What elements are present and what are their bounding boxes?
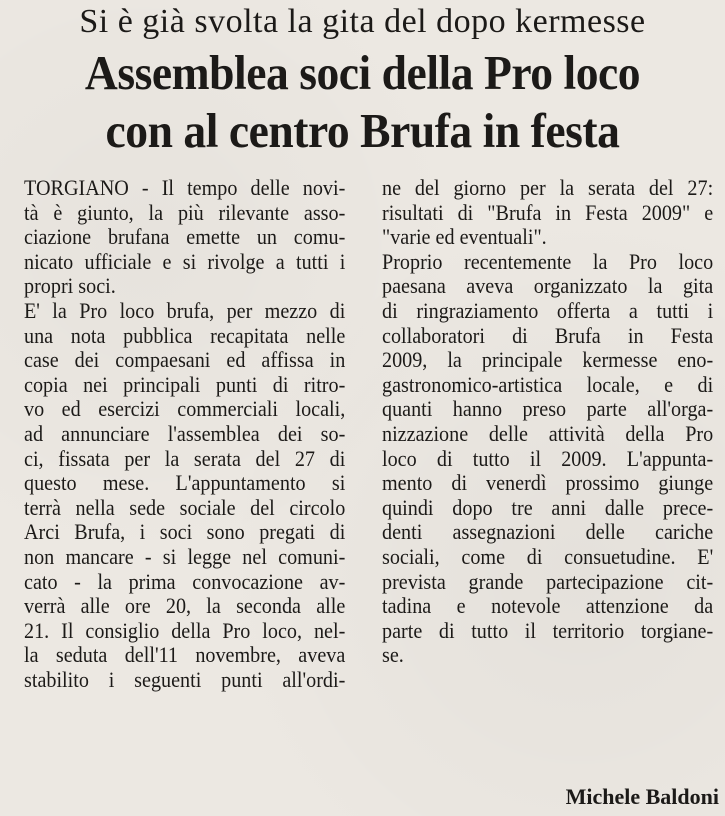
text-line: tadina e notevole attenzione da bbox=[382, 593, 714, 619]
headline-line-2: con al centro Brufa in festa bbox=[105, 103, 620, 158]
text-line: quindi dopo tre anni dalle prece- bbox=[382, 494, 714, 520]
text-line: paesana aveva organizzato la gita bbox=[382, 273, 714, 299]
text-line: copia nei principali punti di ritro- bbox=[24, 371, 346, 397]
text-line: stabilito i seguenti punti all'ordi- bbox=[24, 666, 346, 692]
text-line: loco di tutto il 2009. L'appunta- bbox=[382, 445, 714, 471]
text-line: questo mese. L'appuntamento si bbox=[24, 470, 346, 496]
text-line: mento di venerdì prossimo giunge bbox=[382, 470, 714, 496]
text-line: vo ed esercizi commerciali locali, bbox=[24, 396, 346, 422]
text-line: nizzazione delle attività della Pro bbox=[382, 420, 714, 446]
text-line: E' la Pro loco brufa, per mezzo di bbox=[24, 297, 346, 323]
headline-line-1: Assemblea soci della Pro loco bbox=[84, 45, 641, 100]
text-line: Arci Brufa, i soci sono pregati di bbox=[24, 519, 346, 545]
text-line: se. bbox=[382, 642, 404, 668]
text-line: parte di tutto il territorio torgiane- bbox=[382, 617, 714, 643]
text-line: denti assegnazioni delle cariche bbox=[382, 519, 714, 545]
text-line: TORGIANO - Il tempo delle novi- bbox=[24, 175, 346, 200]
text-line: 2009, la principale kermesse eno- bbox=[382, 347, 714, 373]
text-line: propri soci. bbox=[24, 273, 116, 299]
text-line: ci, fissata per la serata del 27 di bbox=[24, 445, 346, 471]
text-line: sociali, come di consuetudine. E' bbox=[382, 543, 714, 569]
text-line: tà è giunto, la più rilevante asso- bbox=[24, 199, 346, 225]
text-line: non mancare - si legge nel comuni- bbox=[24, 543, 346, 569]
text-line: case dei compaesani ed affissa in bbox=[24, 347, 346, 373]
kicker: Si è già svolta la gita del dopo kermesse bbox=[79, 3, 646, 40]
text-line: risultati di "Brufa in Festa 2009" e bbox=[382, 199, 714, 225]
text-line: terrà nella sede sociale del circolo bbox=[24, 494, 346, 520]
text-line: verrà alle ore 20, la seconda alle bbox=[24, 593, 346, 619]
text-line: ad annunciare l'assemblea dei so- bbox=[24, 420, 346, 446]
article-column-right bbox=[382, 176, 713, 668]
text-line: una nota pubblica recapitata nelle bbox=[24, 322, 346, 348]
text-line: prevista grande partecipazione cit- bbox=[382, 568, 714, 594]
text-line: collaboratori di Brufa in Festa bbox=[382, 322, 714, 348]
text-line: di ringraziamento offerta a tutti i bbox=[382, 297, 714, 323]
text-line: gastronomico-artistica locale, e di bbox=[382, 371, 714, 397]
text-line: ciazione brufana emette un comu- bbox=[24, 224, 346, 250]
text-line: quanti hanno preso parte all'orga- bbox=[382, 396, 714, 422]
article-column-left bbox=[24, 176, 345, 692]
text-line: nicato ufficiale e si rivolge a tutti i bbox=[24, 248, 346, 274]
text-line: 21. Il consiglio della Pro loco, nel- bbox=[24, 617, 346, 643]
text-line: la seduta dell'11 novembre, aveva bbox=[24, 642, 346, 668]
text-line: "varie ed eventuali". bbox=[382, 224, 547, 250]
byline: Michele Baldoni bbox=[565, 784, 719, 809]
text-line: ne del giorno per la serata del 27: bbox=[382, 175, 714, 200]
text-line: Proprio recentemente la Pro loco bbox=[382, 248, 714, 274]
text-line: cato - la prima convocazione av- bbox=[24, 568, 346, 594]
